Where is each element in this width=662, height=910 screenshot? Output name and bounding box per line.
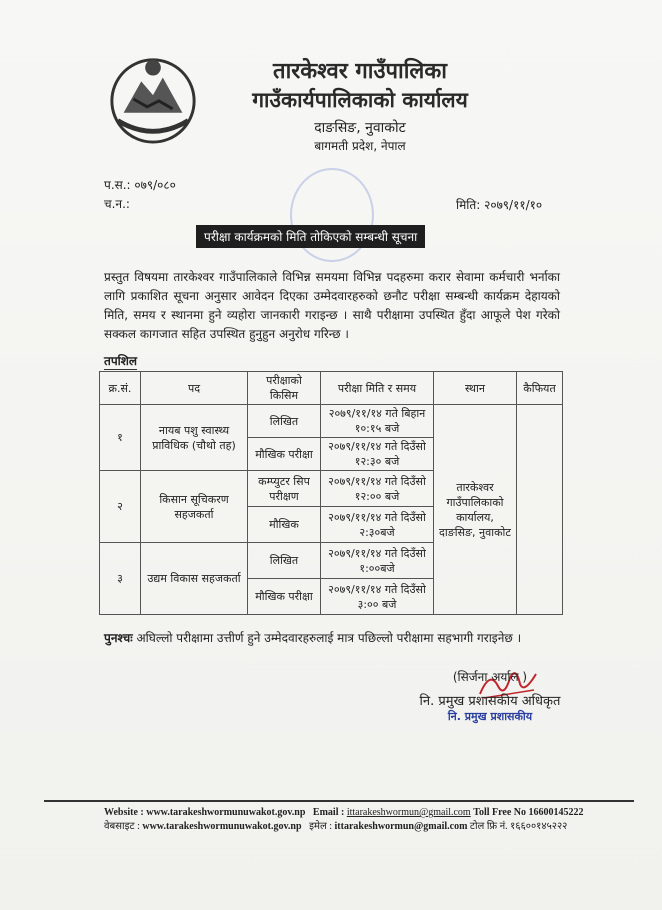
cell-datetime: २०७९/११/१४ गते दिउँसो २:३०बजे	[321, 507, 434, 543]
email-label: Email :	[312, 807, 345, 818]
footer	[104, 806, 584, 834]
footer-divider	[44, 800, 634, 802]
cell-type: लिखित	[248, 543, 321, 579]
email-link[interactable]: ittarakeshwormun@gmail.com	[346, 807, 471, 818]
website-label-np: वेबसाइट :	[104, 821, 140, 832]
cell-datetime: २०७९/११/१४ गते दिउँसो १:००बजे	[321, 543, 434, 579]
notice-body: प्रस्तुत विषयमा तारकेश्वर गाउँपालिकाले विभिन्न समयमा विभिन्न पदहरुमा करार सेवामा कर्मचारी भर्नाका लागि प्रकाशित सूचना अनुसार आवेदन दिएका उम्मेदवारहरुको छनौट परीक्षा सम्बन्धी कार्यक्रम देहायको मिति, समय र स्थानमा हुने व्यहोरा जानकारी गराइन्छ । साथै परीक्षामा उपस्थित हुँदा आफूले पेश गरेको सक्कल कागजात सहित उपस्थित हुनुहुन अनुरोध गरिन्छ ।	[104, 270, 560, 341]
header-remarks: कैफियत	[517, 372, 563, 405]
signature-block	[400, 668, 580, 724]
website-label: Website :	[104, 807, 144, 818]
municipality-name: तारकेश्वर गाउँपालिका	[273, 59, 447, 84]
cell-sn: १	[100, 405, 141, 471]
table-header-row	[100, 372, 563, 405]
header-exam-type: परीक्षाको किसिम	[248, 372, 321, 405]
toll-free-number-np: टोल फ्रि नं. १६६००१४५२२२	[469, 821, 568, 832]
office-address: दाङसिङ, नुवाकोट	[314, 120, 406, 136]
letter-number: प.स.: ०७९/०८०	[104, 178, 176, 192]
office-name: गाउँकार्यपालिकाको कार्यालय	[252, 88, 468, 112]
header-location: स्थान	[434, 372, 517, 405]
website-link[interactable]: www.tarakeshwormunuwakot.gov.np	[146, 807, 306, 818]
cell-type: मौखिक परीक्षा	[248, 579, 321, 615]
cell-post: किसान सूचिकरण सहजकर्ता	[141, 471, 248, 543]
cell-remarks	[517, 405, 563, 615]
cell-datetime: २०७९/११/१४ गते दिउँसो १२:३० बजे	[321, 438, 434, 471]
cell-post: उद्यम विकास सहजकर्ता	[141, 543, 248, 615]
nepal-emblem-icon	[104, 52, 202, 146]
cell-type: कम्प्युटर सिप परीक्षण	[248, 471, 321, 507]
cell-type: लिखित	[248, 405, 321, 438]
cell-datetime: २०७९/११/१४ गते बिहान १०:१५ बजे	[321, 405, 434, 438]
signatory-stamp: नि. प्रमुख प्रशासकीय	[447, 710, 533, 723]
signatory-name: (सिर्जना अर्याल )	[452, 670, 528, 684]
cell-type: मौखिक	[248, 507, 321, 543]
cell-location: तारकेश्वर गाउँपालिकाको कार्यालय, दाङसिङ, नुवाकोट	[434, 405, 517, 615]
subject-title: परीक्षा कार्यक्रमको मिति तोकिएको सम्बन्धी सूचना	[196, 225, 425, 248]
postscript-text: अघिल्लो परीक्षामा उत्तीर्ण हुने उम्मेदवारहरुलाई मात्र पछिल्लो परीक्षामा सहभागी गराइनेछ ।	[136, 631, 522, 645]
cell-type: मौखिक परीक्षा	[248, 438, 321, 471]
website-link-np[interactable]: www.tarakeshwormunuwakot.gov.np	[142, 821, 302, 832]
email-link-np[interactable]: ittarakeshwormun@gmail.com	[334, 821, 468, 832]
cell-post: नायब पशु स्वास्थ्य प्राविधिक (चौथो तह)	[141, 405, 248, 471]
postscript	[104, 629, 564, 647]
cell-datetime: २०७९/११/१४ गते दिउँसो १२:०० बजे	[321, 471, 434, 507]
header-datetime: परीक्षा मिति र समय	[321, 372, 434, 405]
toll-free-number: Toll Free No 16600145222	[473, 807, 584, 818]
office-header	[210, 58, 510, 154]
dispatch-number: च.न.:	[104, 197, 130, 211]
table-row	[100, 405, 563, 438]
office-province: बागमती प्रदेश, नेपाल	[314, 139, 406, 153]
cell-sn: ३	[100, 543, 141, 615]
header-post: पद	[141, 372, 248, 405]
exam-schedule-table	[99, 371, 563, 615]
table-label: तपशिल	[104, 354, 138, 368]
signatory-title: नि. प्रमुख प्रशासकीय अधिकृत	[419, 694, 561, 709]
cell-datetime: २०७९/११/१४ गते दिउँसो ३:०० बजे	[321, 579, 434, 615]
header-sn: क्र.सं.	[100, 372, 141, 405]
cell-sn: २	[100, 471, 141, 543]
letter-date: मिति: २०७९/११/१०	[456, 198, 543, 212]
email-label-np: इमेल :	[309, 821, 333, 832]
postscript-label: पुनश्चः	[104, 631, 133, 645]
